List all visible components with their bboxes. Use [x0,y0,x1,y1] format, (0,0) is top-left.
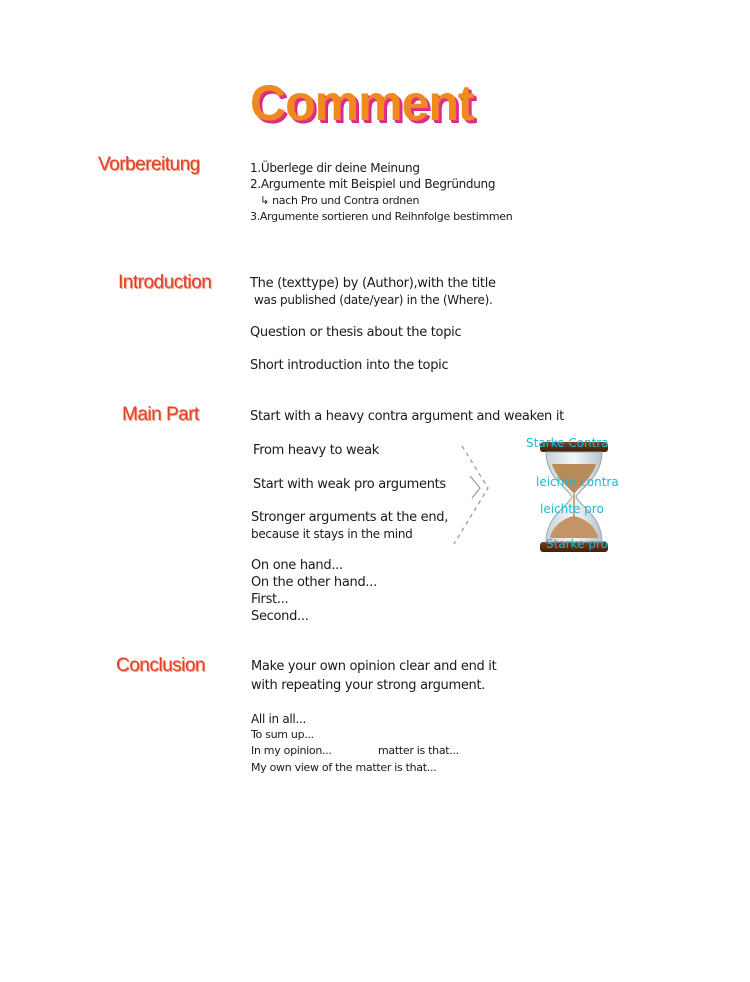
heading-main-part: Main Part [122,404,199,425]
main-line-4: Stronger arguments at the end, [251,510,449,525]
vorbereitung-line-4: 3.Argumente sortieren und Reihnfolge bestimmen [250,210,513,223]
bracket-chevron [450,440,498,550]
conclusion-line-6: matter is that... [378,744,459,757]
vorbereitung-line-3: ↳ nach Pro und Contra ordnen [260,194,420,207]
introduction-line-2: was published (date/year) in the (Where). [254,293,493,307]
heading-vorbereitung: Vorbereitung [98,154,200,175]
introduction-line-4: Short introduction into the topic [250,358,449,373]
conclusion-line-5: In my opinion... [251,744,332,757]
conclusion-line-2: with repeating your strong argument. [251,678,486,693]
heading-conclusion: Conclusion [116,655,205,676]
conclusion-line-7: My own view of the matter is that... [251,761,437,774]
main-line-2: From heavy to weak [253,443,379,458]
heading-introduction: Introduction [118,272,212,293]
introduction-line-1: The (texttype) by (Author),with the title [250,276,496,291]
hourglass-label-leichte-contra: leichte contra [536,475,619,489]
main-line-8: First... [251,592,289,607]
main-line-6: On one hand... [251,558,343,573]
conclusion-line-3: All in all... [251,712,307,726]
conclusion-line-4: To sum up... [251,728,314,741]
main-line-3: Start with weak pro arguments [253,477,446,492]
hourglass-label-starke-pro: Starke pro [546,537,608,551]
introduction-line-3: Question or thesis about the topic [250,325,462,340]
vorbereitung-line-1: 1.Überlege dir deine Meinung [250,161,420,175]
main-line-7: On the other hand... [251,575,377,590]
conclusion-line-1: Make your own opinion clear and end it [251,659,497,674]
vorbereitung-line-2: 2.Argumente mit Beispiel und Begründung [250,177,496,191]
main-line-9: Second... [251,609,309,624]
main-line-1: Start with a heavy contra argument and weaken it [250,409,564,424]
main-line-5: because it stays in the mind [251,527,413,541]
page-title: Comment [250,75,474,131]
hourglass-label-leichte-pro: leichte pro [540,502,604,516]
hourglass-label-starke-contra: Starke Contra [526,436,609,450]
